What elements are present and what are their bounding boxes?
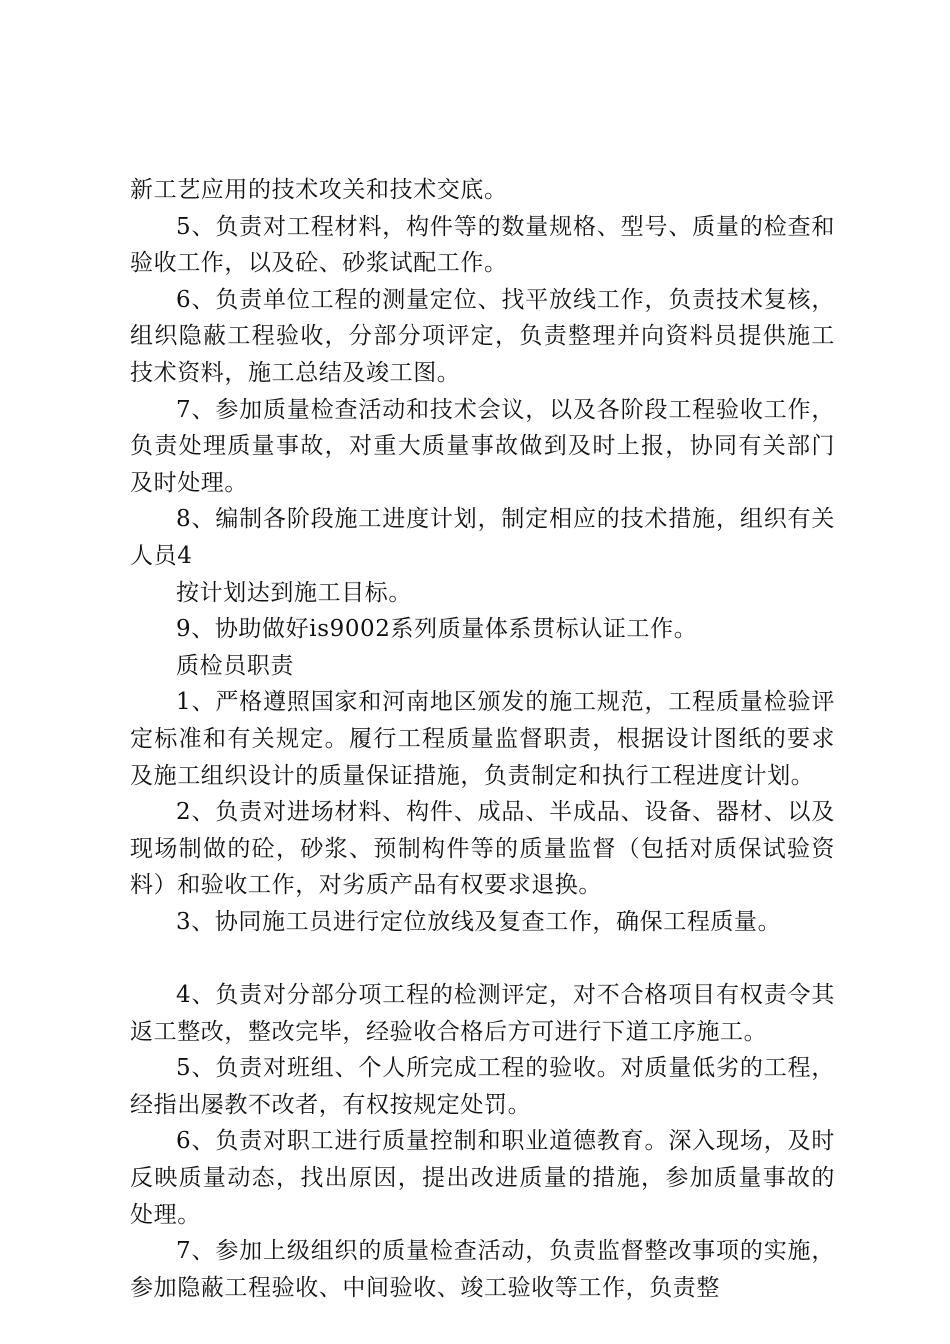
paragraph-item-5-materials: 5、负责对工程材料，构件等的数量规格、型号、质量的检查和验收工作，以及砼、砂浆试配工作。 xyxy=(130,213,835,277)
paragraph-schedule-target: 按计划达到施工目标。 xyxy=(176,579,412,606)
paragraph-inspector-item-7: 7、参加上级组织的质量检查活动，负责监督整改事项的实施，参加隐蔽工程验收、中间验收、竣工验收等工作，负责整 xyxy=(130,1238,835,1301)
paragraph-inspector-item-6: 6、负责对职工进行质量控制和职业道德教育。深入现场，及时反映质量动态，找出原因，提出改进质量的措施，参加质量事故的处理。 xyxy=(130,1128,835,1228)
paragraph-inspector-item-5: 5、负责对班组、个人所完成工程的验收。对质量低劣的工程，经指出屡教不改者，有权按规定处罚。 xyxy=(130,1055,835,1118)
paragraph-inspector-item-4: 4、负责对分部分项工程的检测评定，对不合格项目有权责令其返工整改，整改完毕，经验收合格后方可进行下道工序施工。 xyxy=(130,982,835,1045)
paragraph-inspector-item-2: 2、负责对进场材料、构件、成品、半成品、设备、器材、以及现场制做的砼，砂浆、预制构件等的质量监督（包括对质保试验资料）和验收工作，对劣质产品有权要求退换。 xyxy=(130,799,835,899)
section-heading-inspector-duties: 质检员职责 xyxy=(176,652,294,679)
blank-line xyxy=(130,940,835,977)
paragraph-item-6-survey: 6、负责单位工程的测量定位、找平放线工作，负责技术复核，组织隐蔽工程验收，分部分项评定，负责整理并向资料员提供施工技术资料，施工总结及竣工图。 xyxy=(130,286,835,386)
paragraph-item-8-schedule: 8、编制各阶段施工进度计划，制定相应的技术措施，组织有关人员4 xyxy=(130,506,835,569)
paragraph-continuation: 新工艺应用的技术攻关和技术交底。 xyxy=(130,177,508,203)
paragraph-item-7-quality-meetings: 7、参加质量检查活动和技术会议，以及各阶段工程验收工作，负责处理质量事故，对重大质量事故做到及时上报，协同有关部门及时处理。 xyxy=(130,396,835,496)
document-body xyxy=(130,172,835,1306)
paragraph-item-9-certification: 9、协助做好is9002系列质量体系贯标认证工作。 xyxy=(176,616,698,643)
paragraph-inspector-item-3: 3、协同施工员进行定位放线及复查工作，确保工程质量。 xyxy=(176,908,782,935)
paragraph-inspector-item-1: 1、严格遵照国家和河南地区颁发的施工规范，工程质量检验评定标准和有关规定。履行工程质量监督职责，根据设计图纸的要求及施工组织设计的质量保证措施，负责制定和执行工程进度计划。 xyxy=(130,689,835,789)
